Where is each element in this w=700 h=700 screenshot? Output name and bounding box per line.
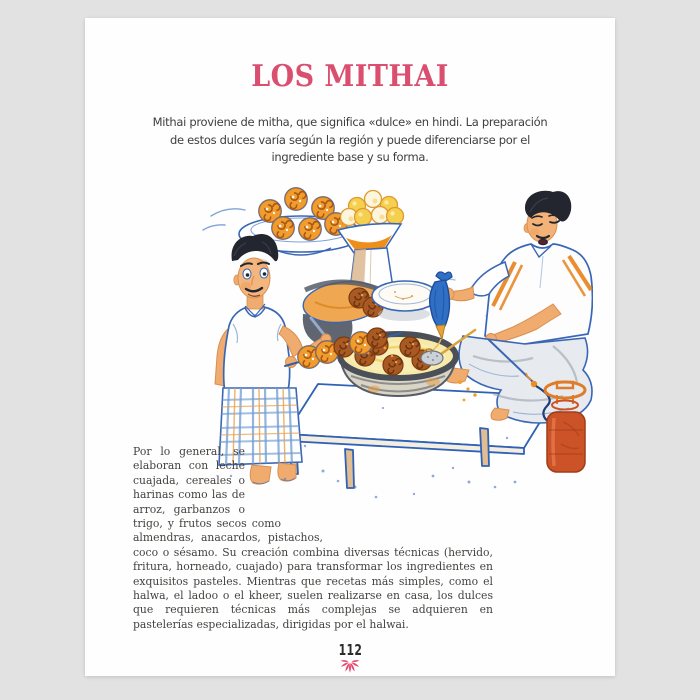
flower-ornament-icon (85, 658, 615, 676)
body-text: Por lo general, se elaboran con leche cuajada, cereales o harinas como las de arroz, garbanzos o trigo, y frutos secos como almendras, anacardos, pistachos, coco o sésamo. Su creación combina diversas técnicas (hervido, fritura, horneado, cuajado) para transformar los ingredientes en exquisitos pasteles. Mientras que recetas más simples, como el halwa, el ladoo o el kheer, suelen realizarse en casa, los dulces que requieren técnicas más complejas se adquieren en pastelerías especializadas, dirigidas por el halwai. (133, 445, 493, 631)
book-page (85, 18, 615, 676)
laddu-pedestal-bowl (338, 191, 404, 291)
intro-paragraph (85, 114, 615, 167)
text-wrap-spacer (245, 445, 493, 503)
page-number: 112 (338, 641, 362, 659)
page-title: LOS MITHAI (251, 59, 449, 94)
text-wrap-spacer (281, 503, 493, 518)
intro-line: Mithai proviene de mitha, que significa «dulce» en hindi. La preparación (152, 115, 548, 129)
intro-line: de estos dulces varía según la región y puede diferenciarse por el (170, 132, 530, 147)
intro-line: ingrediente base y su forma. (271, 150, 429, 164)
batter-bowl (372, 281, 438, 321)
text-wrap-spacer (323, 518, 493, 532)
body-paragraph-block (133, 445, 493, 632)
